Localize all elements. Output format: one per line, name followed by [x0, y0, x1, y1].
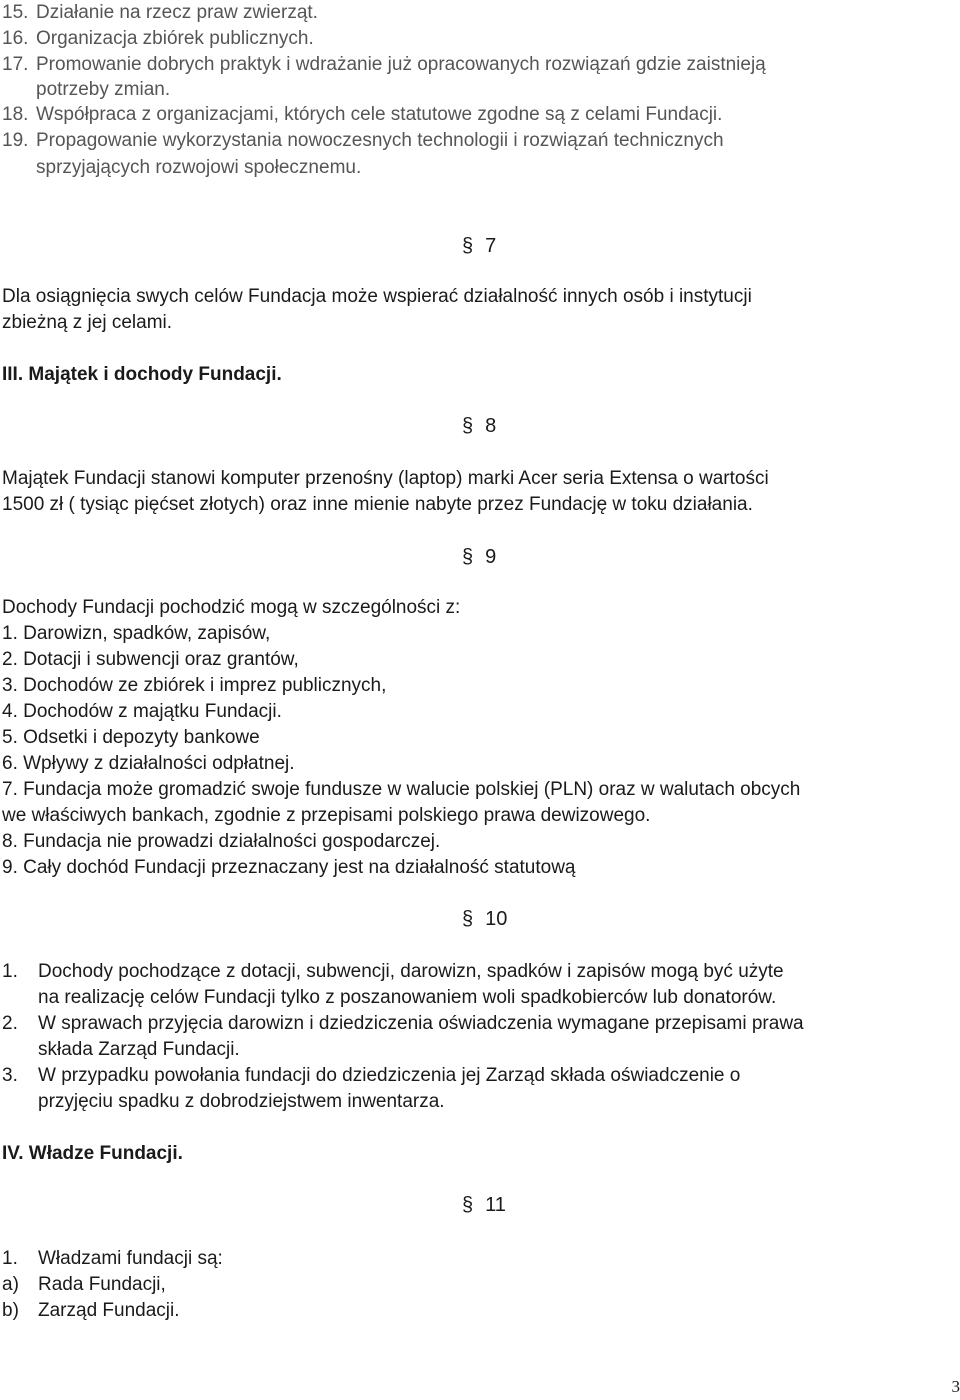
list-item: 3. W przypadku powołania fundacji do dziedziczenia jej Zarząd składa oświadczenie o	[2, 1065, 741, 1086]
list-item-continuation: przyjęciu spadku z dobrodziejstwem inwentarza.	[38, 1091, 445, 1112]
list-item: 6. Wpływy z działalności odpłatnej.	[2, 753, 295, 774]
sub-list-item: b) Zarząd Fundacji.	[2, 1300, 180, 1321]
list-item-continuation: na realizację celów Fundacji tylko z poszanowaniem woli spadkobierców lub donatorów.	[38, 987, 777, 1008]
page-number: 3	[951, 1377, 960, 1396]
list-item: 9. Cały dochód Fundacji przeznaczany jest na działalność statutową	[2, 857, 576, 878]
paragraph-8-line: Majątek Fundacji stanowi komputer przenośny (laptop) marki Acer seria Extensa o wartości	[2, 468, 769, 489]
list-item-continuation: sprzyjających rozwojowi społecznemu.	[36, 157, 362, 178]
section-heading-11: § 11	[462, 1194, 506, 1216]
list-item: 19. Propagowanie wykorzystania nowoczesnych technologii i rozwiązań technicznych	[2, 130, 724, 151]
list-item-continuation: składa Zarząd Fundacji.	[38, 1039, 240, 1060]
paragraph-7-line: Dla osiągnięcia swych celów Fundacja może wspierać działalność innych osób i instytucji	[2, 286, 752, 307]
section-heading-8: § 8	[462, 415, 497, 437]
list-item: 5. Odsetki i depozyty bankowe	[2, 727, 260, 748]
list-item: 8. Fundacja nie prowadzi działalności gospodarczej.	[2, 831, 441, 852]
list-item: 15. Działanie na rzecz praw zwierząt.	[2, 2, 318, 23]
paragraph-8-line: 1500 zł ( tysiąc pięćset złotych) oraz inne mienie nabyte przez Fundację w toku działania.	[2, 494, 753, 515]
chapter-heading-4: IV. Władze Fundacji.	[2, 1143, 183, 1164]
chapter-heading-3: III. Majątek i dochody Fundacji.	[2, 364, 282, 385]
list-item: 1. Władzami fundacji są:	[2, 1248, 223, 1269]
list-item-continuation: we właściwych bankach, zgodnie z przepisami polskiego prawa dewizowego.	[2, 805, 651, 826]
list-item: 7. Fundacja może gromadzić swoje fundusze w walucie polskiej (PLN) oraz w walutach obcych	[2, 779, 801, 800]
list-item: 2. Dotacji i subwencji oraz grantów,	[2, 649, 299, 670]
list-item: 2. W sprawach przyjęcia darowizn i dziedziczenia oświadczenia wymagane przepisami prawa	[2, 1013, 804, 1034]
list-item: 1. Darowizn, spadków, zapisów,	[2, 623, 271, 644]
list-item: 4. Dochodów z majątku Fundacji.	[2, 701, 282, 722]
list-item: 18. Współpraca z organizacjami, których cele statutowe zgodne są z celami Fundacji.	[2, 104, 723, 125]
list-item-continuation: potrzeby zmian.	[36, 79, 171, 100]
section-heading-7: § 7	[462, 235, 497, 257]
section-heading-10: § 10	[462, 908, 508, 930]
list-item: 3. Dochodów ze zbiórek i imprez publicznych,	[2, 675, 387, 696]
list-item: 16. Organizacja zbiórek publicznych.	[2, 28, 314, 49]
paragraph-9-intro: Dochody Fundacji pochodzić mogą w szczególności z:	[2, 597, 461, 618]
list-item: 1. Dochody pochodzące z dotacji, subwencji, darowizn, spadków i zapisów mogą być użyte	[2, 961, 784, 982]
sub-list-item: a) Rada Fundacji,	[2, 1274, 166, 1295]
paragraph-7-line: zbieżną z jej celami.	[2, 312, 173, 333]
section-heading-9: § 9	[462, 546, 497, 568]
list-item: 17. Promowanie dobrych praktyk i wdrażanie już opracowanych rozwiązań gdzie zaistnieją	[2, 54, 766, 75]
